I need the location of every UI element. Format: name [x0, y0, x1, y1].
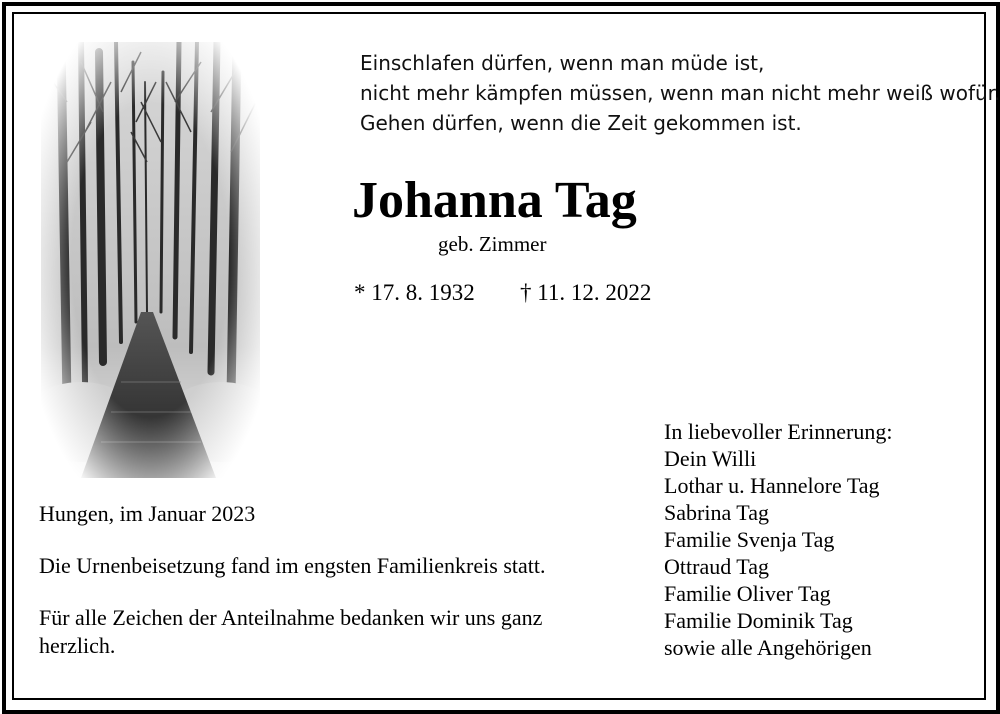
mourner-name: Familie Svenja Tag [664, 527, 835, 552]
birth-date: * 17. 8. 1932 [354, 280, 475, 305]
thanks-note: Für alle Zeichen der Anteilnahme bedanken wir uns ganz herzlich. [39, 605, 543, 658]
mourner-name: Ottraud Tag [664, 554, 769, 579]
mourner-name: sowie alle Angehörigen [664, 635, 872, 660]
forest-path-photo [41, 42, 260, 478]
place-date: Hungen, im Januar 2023 [39, 501, 256, 526]
notice-text [39, 500, 599, 660]
mourner-name: Familie Dominik Tag [664, 608, 853, 633]
mourner-name: Sabrina Tag [664, 500, 769, 525]
mourner-name: Familie Oliver Tag [664, 581, 831, 606]
mourners-heading: In liebevoller Erinnerung: [664, 419, 893, 444]
mourners-list [664, 418, 974, 661]
poem-line: Gehen dürfen, wenn die Zeit gekommen ist. [360, 111, 802, 135]
birth-name: geb. Zimmer [438, 232, 547, 256]
mourner-name: Lothar u. Hannelore Tag [664, 473, 880, 498]
death-date: † 11. 12. 2022 [520, 280, 652, 305]
mourner-name: Dein Willi [664, 446, 757, 471]
poem-line: Einschlafen dürfen, wenn man müde ist, [360, 51, 765, 75]
poem-line: nicht mehr kämpfen müssen, wenn man nicht mehr weiß wofür. [360, 81, 1000, 105]
burial-note: Die Urnenbeisetzung fand im engsten Familienkreis statt. [39, 553, 546, 578]
deceased-name: Johanna Tag [352, 172, 637, 229]
poem-quote [360, 48, 1000, 138]
